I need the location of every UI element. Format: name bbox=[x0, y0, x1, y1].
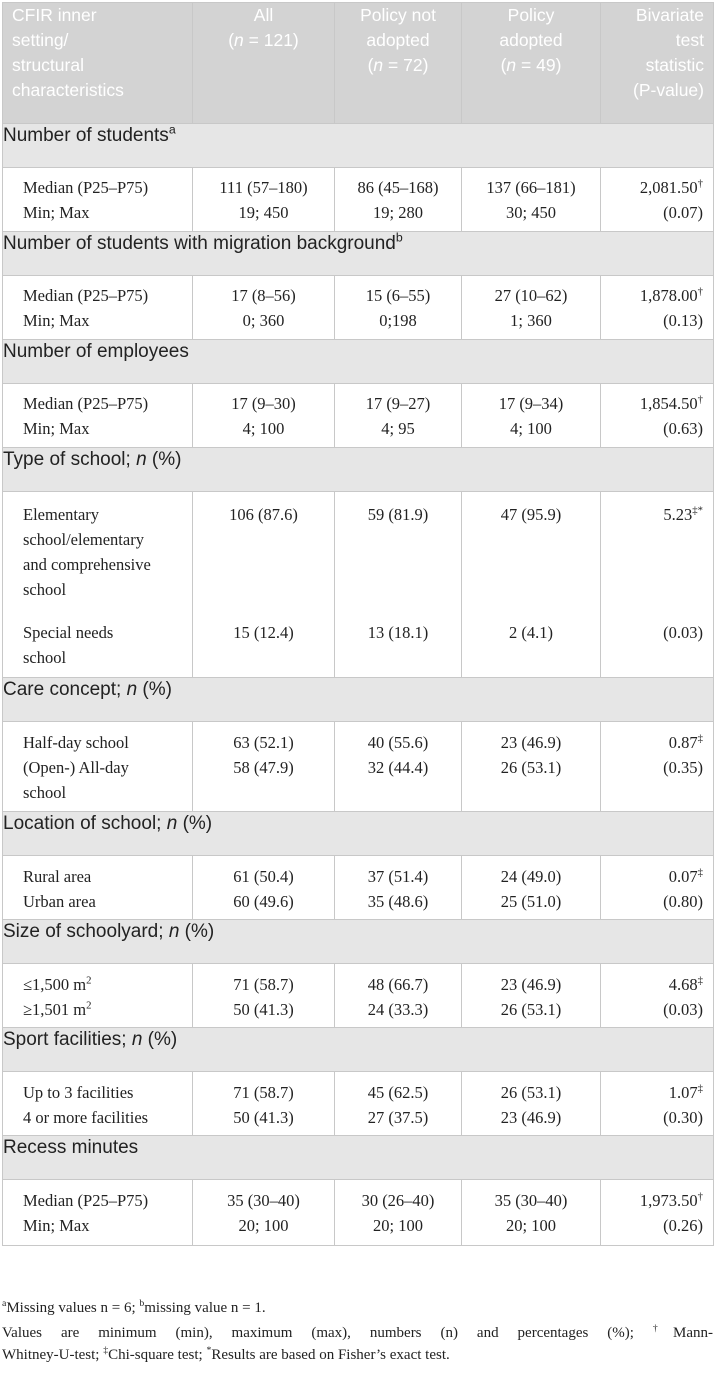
section-title: Sport facilities; n (%) bbox=[3, 1028, 714, 1072]
section-title: Number of employees bbox=[3, 340, 714, 384]
table-row: ≤1,500 $m^2$ ≥1,501 $m^2$ 71 (58.7) 50 (41.3) 48 (66.7) 24 (33.3) 23 (46.9) 26 (53.1) 4.68‡ (0.03) bbox=[3, 964, 714, 1028]
table-row: Up to 3 facilities 4 or more facilities 71 (58.7) 50 (41.3) 45 (62.5) 27 (37.5) 26 (53.1) 23 (46.9) 1.07‡ (0.30) bbox=[3, 1072, 714, 1136]
section-row-care bbox=[3, 678, 714, 722]
header-bivariate-test: Bivariate test statistic (P-value) bbox=[601, 3, 714, 124]
table-row: Median (P25–P75) Min; Max 111 (57–180) 19; 450 86 (45–168) 19; 280 137 (66–181) 30; 450 2,081.50† (0.07) bbox=[3, 168, 714, 232]
section-title: Number of students with migration background$^b$ bbox=[3, 232, 714, 276]
header-policy-adopted: Policy adopted (n = 49) bbox=[462, 3, 601, 124]
section-row-schoolyard bbox=[3, 920, 714, 964]
header-characteristics: CFIR inner setting/ structural characteristics bbox=[3, 3, 193, 124]
section-row-students bbox=[3, 124, 714, 168]
cfir-table bbox=[2, 2, 714, 1246]
section-title: Recess minutes bbox=[3, 1136, 714, 1180]
table-row: Elementary school/elementary and comprehensive school Special needs school 106 (87.6) 15 (12.4) 59 (81.9) 13 (18.1) 47 (95.9) 2 (4.1) 5.23‡* (0.03) bbox=[3, 492, 714, 678]
section-title: Type of school; n (%) bbox=[3, 448, 714, 492]
table-row: Half-day school (Open-) All-day school 63 (52.1) 58 (47.9) 40 (55.6) 32 (44.4) 23 (46.9) 26 (53.1) 0.87‡ (0.35) bbox=[3, 722, 714, 812]
table-row: Median (P25–P75) Min; Max 17 (9–30) 4; 100 17 (9–27) 4; 95 17 (9–34) 4; 100 1,854.50† (0.63) bbox=[3, 384, 714, 448]
header-all: All (n = 121) bbox=[193, 3, 335, 124]
header-policy-not-adopted: Policy not adopted (n = 72) bbox=[335, 3, 462, 124]
table-row: Median (P25–P75) Min; Max 17 (8–56) 0; 360 15 (6–55) 0;198 27 (10–62) 1; 360 1,878.00† (0.13) bbox=[3, 276, 714, 340]
footnote-values: Values are minimum (min), maximum (max), numbers (n) and percentages (%); †Mann- bbox=[2, 1323, 714, 1341]
section-row-sport bbox=[3, 1028, 714, 1072]
section-row-location bbox=[3, 812, 714, 856]
section-row-type bbox=[3, 448, 714, 492]
section-title: Number of students$^a$ bbox=[3, 124, 714, 168]
table-header-row bbox=[3, 3, 714, 124]
section-title: Care concept; n (%) bbox=[3, 678, 714, 722]
section-row-recess bbox=[3, 1136, 714, 1180]
section-row-employees bbox=[3, 340, 714, 384]
section-title: Size of schoolyard; n (%) bbox=[3, 920, 714, 964]
section-row-migration bbox=[3, 232, 714, 276]
table-row: Rural area Urban area 61 (50.4) 60 (49.6) 37 (51.4) 35 (48.6) 24 (49.0) 25 (51.0) 0.07‡ (0.80) bbox=[3, 856, 714, 920]
footnote-missing: $^a$Missing values n = 6; $^b$missing value n = 1. bbox=[2, 1298, 266, 1316]
table-row: Median (P25–P75) Min; Max 35 (30–40) 20; 100 30 (26–40) 20; 100 35 (30–40) 20; 100 1,973.50† (0.26) bbox=[3, 1180, 714, 1246]
footnote-tests: Whitney-U-test; ‡Chi-square test; *Results are based on Fisher’s exact test. bbox=[2, 1345, 450, 1363]
section-title: Location of school; n (%) bbox=[3, 812, 714, 856]
